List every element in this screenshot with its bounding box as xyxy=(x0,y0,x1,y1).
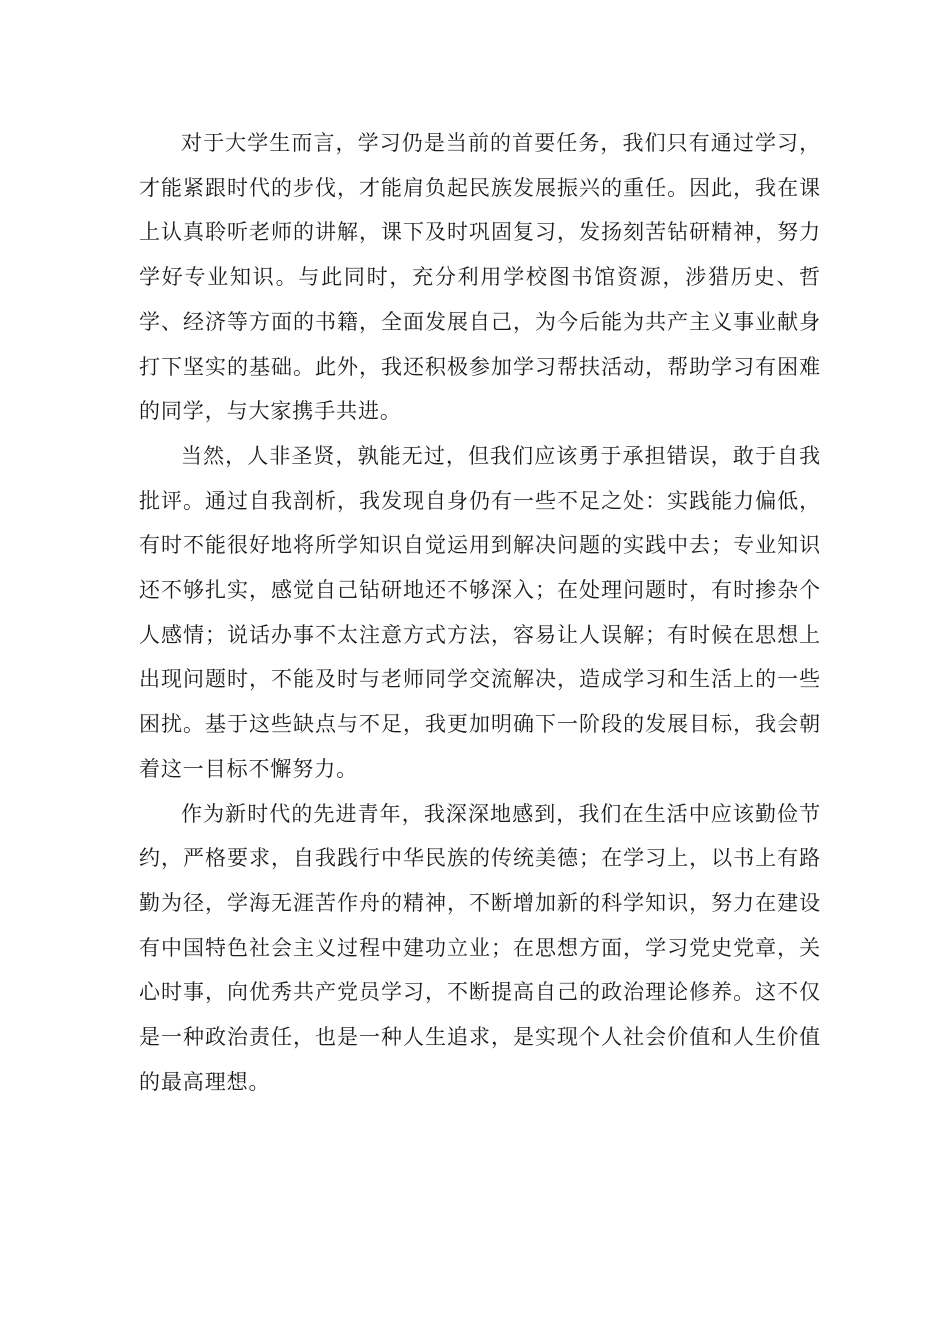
paragraph-study: 对于大学生而言，学习仍是当前的首要任务，我们只有通过学习，才能紧跟时代的步伐，才能肩负起民族发展振兴的重任。因此，我在课上认真聆听老师的讲解，课下及时巩固复习，发扬刻苦钻研精神，努力学好专业知识。与此同时，充分利用学校图书馆资源，涉猎历史、哲学、经济等方面的书籍，全面发展自己，为今后能为共产主义事业献身打下坚实的基础。此外，我还积极参加学习帮扶活动，帮助学习有困难的同学，与大家携手共进。 xyxy=(139,131,821,424)
paragraph-self-criticism: 当然，人非圣贤，孰能无过，但我们应该勇于承担错误，敢于自我批评。通过自我剖析，我发现自身仍有一些不足之处：实践能力偏低，有时不能很好地将所学知识自觉运用到解决问题的实践中去；专业知识还不够扎实，感觉自己钻研地还不够深入；在处理问题时，有时掺杂个人感情；说话办事不太注意方式方法，容易让人误解；有时候在思想上出现问题时，不能及时与老师同学交流解决，造成学习和生活上的一些困扰。基于这些缺点与不足，我更加明确下一阶段的发展目标，我会朝着这一目标不懈努力。 xyxy=(139,443,821,781)
document-body xyxy=(139,121,821,1104)
paragraph-goals: 作为新时代的先进青年，我深深地感到，我们在生活中应该勤俭节约，严格要求，自我践行中华民族的传统美德；在学习上，以书上有路勤为径，学海无涯苦作舟的精神，不断增加新的科学知识，努力在建设有中国特色社会主义过程中建功立业；在思想方面，学习党史党章，关心时事，向优秀共产党员学习，不断提高自己的政治理论修养。这不仅是一种政治责任，也是一种人生追求，是实现个人社会价值和人生价值的最高理想。 xyxy=(139,801,821,1094)
